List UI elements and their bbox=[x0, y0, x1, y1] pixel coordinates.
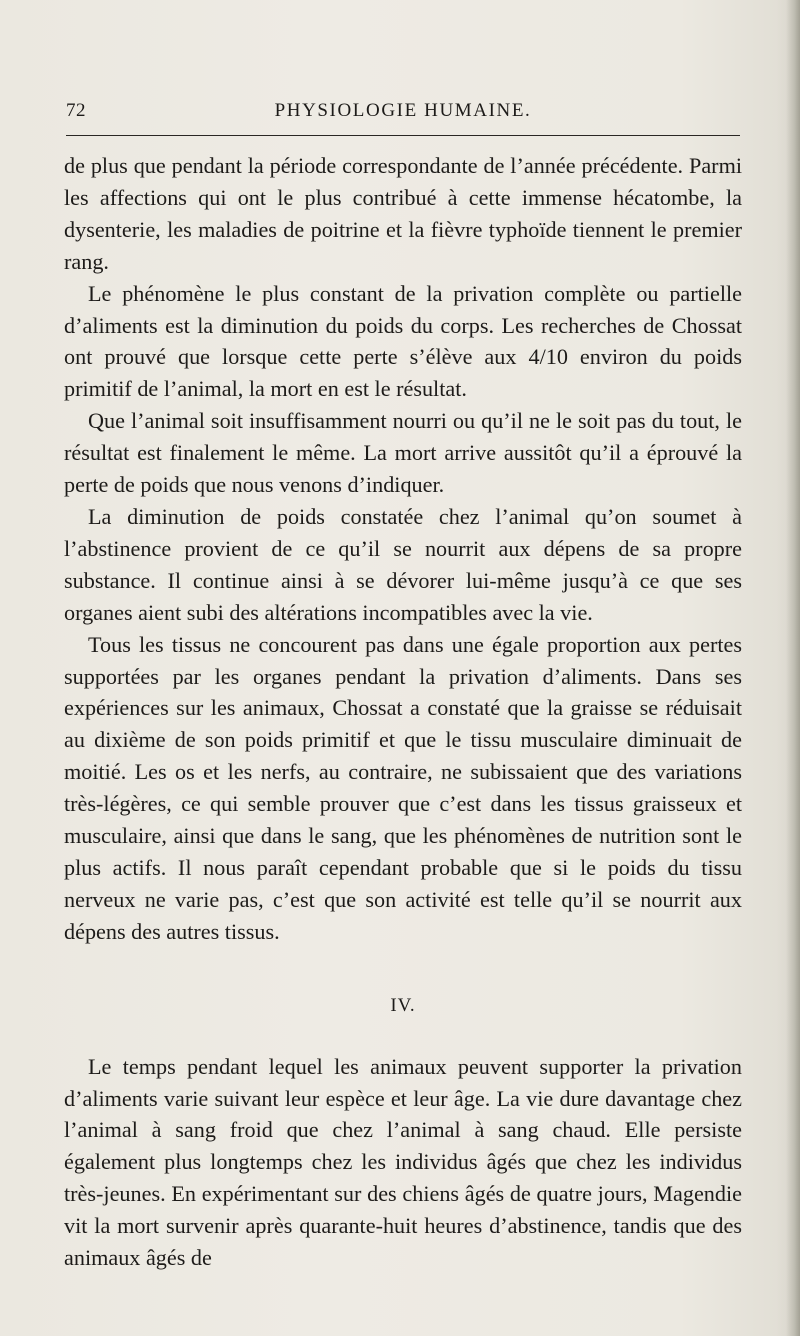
page-header bbox=[66, 100, 740, 136]
paragraph-result: Que l’animal soit insuffisamment nourri ou qu’il ne le soit pas du tout, le résultat est finalement le même. La mort arrive aussitôt qu’il a éprouvé la perte de poids que nous venons d’indiquer. bbox=[64, 408, 742, 498]
paragraph-tissues: Tous les tissus ne concourent pas dans une égale proportion aux pertes supportées par les organes pendant la privation d’aliments. Dans ses expériences sur les animaux, Chossat a constaté que la graisse se réduisait au dixième de son poids primitif et que le tissu musculaire diminuait de moitié. Les os et les nerfs, au contraire, ne subissaient que des variations très-légères, ce qui semble prouver que c’est dans les tissus graisseux et musculaire, ainsi que dans le sang, que les phénomènes de nutrition sont le plus actifs. Il nous paraît cependant probable que si le poids du tissu nerveux ne varie pas, c’est que son activité est telle qu’il se nourrit aux dépens des autres tissus. bbox=[64, 631, 742, 944]
section-number: IV. bbox=[390, 994, 416, 1016]
paragraph-abstinence: La diminution de poids constatée chez l’animal qu’on soumet à l’abstinence provient de ce qu’il se nourrit aux dépens de sa propre substance. Il continue ainsi à se dévorer lui-même jusqu’à ce que ses organes aient subi des altérations incompatibles avec la vie. bbox=[64, 503, 742, 625]
page-number: 72 bbox=[66, 100, 86, 121]
paragraph-duration: Le temps pendant lequel les animaux peuvent supporter la privation d’aliments varie suivant leur espèce et leur âge. La vie dure davantage chez l’animal à sang froid que chez l’animal à sang chaud. Elle persiste également plus longtemps chez les individus âgés que chez les individus très-jeunes. En expérimentant sur des chiens âgés de quatre jours, Magendie vit la mort survenir après quarante-huit heures d’abstinence, tandis que des animaux âgés de bbox=[64, 1053, 742, 1271]
running-title: PHYSIOLOGIE HUMAINE. bbox=[274, 100, 532, 121]
header-rule bbox=[66, 135, 740, 136]
paragraph-weight-loss: Le phénomène le plus constant de la privation complète ou partielle d’aliments est la diminution du poids du corps. Les recherches de Chossat ont prouvé que lorsque cette perte s’élève aux 4/10 environ du poids primitif de l’animal, la mort en est le résultat. bbox=[64, 280, 742, 402]
paragraph-continuation: de plus que pendant la période correspondante de l’année précédente. Parmi les affections qui ont le plus contribué à cette immense hécatombe, la dysenterie, les maladies de poitrine et la fièvre typhoïde tiennent le premier rang. bbox=[64, 153, 742, 274]
page-edge-shadow bbox=[786, 0, 800, 1336]
body-text bbox=[64, 150, 742, 1274]
